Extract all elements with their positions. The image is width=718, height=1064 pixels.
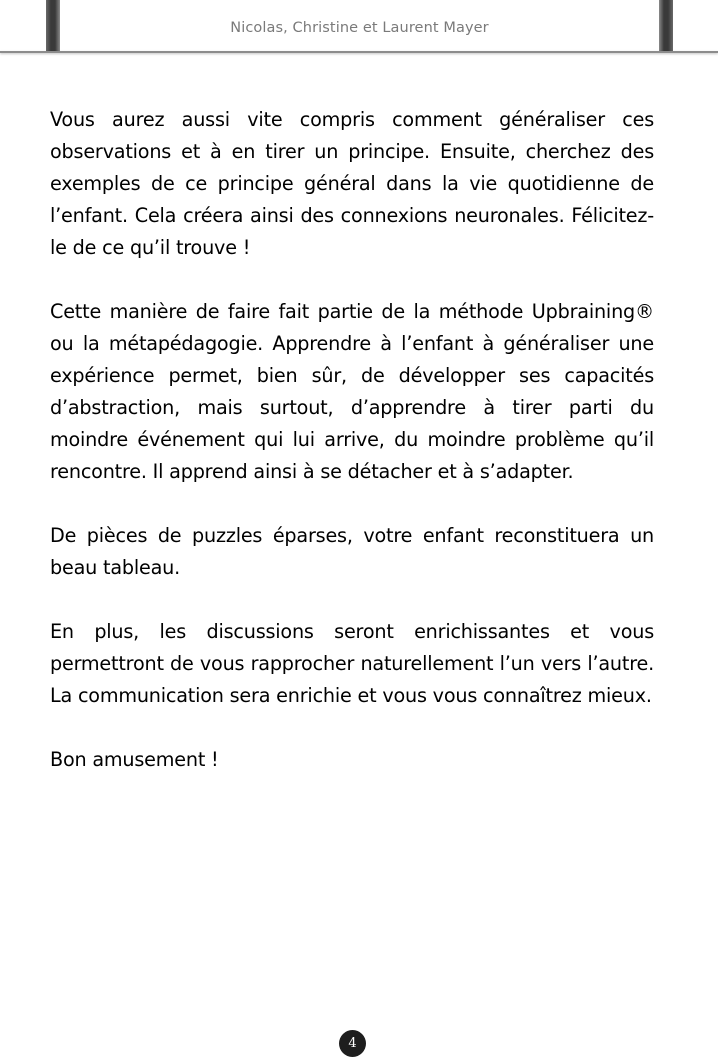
page-header — [0, 0, 718, 54]
body-text — [50, 104, 654, 808]
page-number-badge: 4 — [339, 1030, 366, 1057]
header-left-bar — [46, 0, 60, 52]
paragraph-1: Vous aurez aussi vite compris comment généraliser ces observations et à en tirer un principe. Ensuite, cherchez des exemples de ce principe général dans la vie quotidienne de l’enfant. Cela créera ainsi des connexions neuronales. Félicitez-le de ce qu’il trouve ! — [50, 108, 654, 259]
paragraph-3: De pièces de puzzles éparses, votre enfant reconstituera un beau tableau. — [50, 524, 654, 579]
header-divider — [0, 51, 718, 53]
paragraph-5: Bon amusement ! — [50, 748, 219, 771]
header-author-title: Nicolas, Christine et Laurent Mayer — [230, 20, 489, 36]
paragraph-2: Cette manière de faire fait partie de la méthode Upbraining® ou la métapédagogie. Apprendre à l’enfant à généraliser une expérience permet, bien sûr, de développer ses capacités d’abstraction, mais surtout, d’apprendre à tirer parti du moindre événement qui lui arrive, du moindre problème qu’il rencontre. Il apprend ainsi à se détacher et à s’adapter. — [50, 300, 654, 483]
paragraph-4: En plus, les discussions seront enrichissantes et vous permettront de vous rapprocher naturellement l’un vers l’autre. La communication sera enrichie et vous vous connaîtrez mieux. — [50, 620, 654, 707]
header-right-bar — [659, 0, 673, 52]
